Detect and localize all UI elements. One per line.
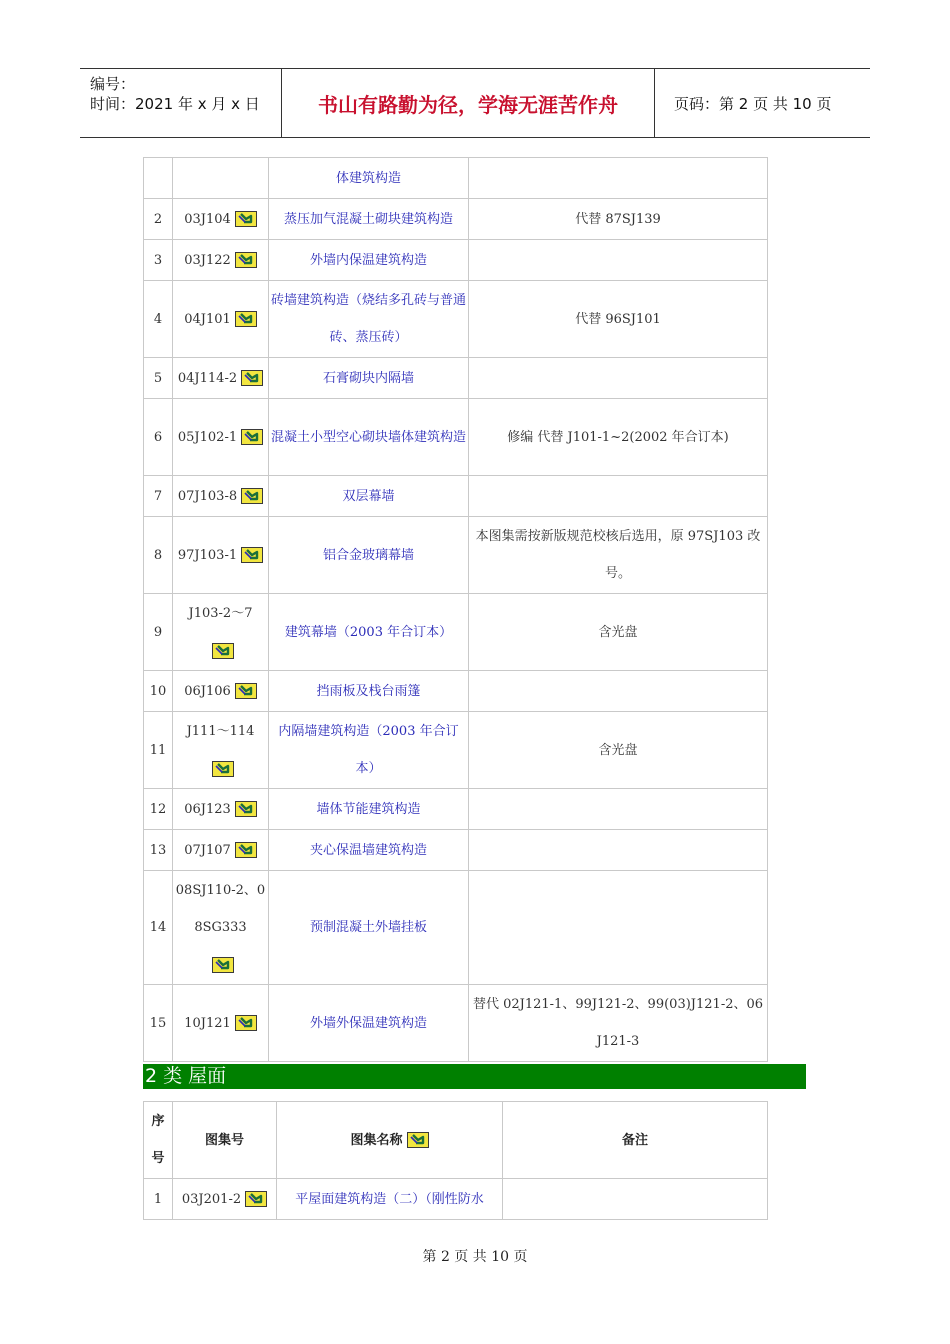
atlas-note (503, 1179, 768, 1220)
download-icon[interactable] (235, 683, 257, 699)
atlas-code-text: 05J102-1 (177, 429, 238, 445)
atlas-note: 含光盘 (469, 594, 768, 671)
atlas-name-link[interactable]: 石膏砌块内隔墙 (269, 358, 469, 399)
atlas-code (173, 158, 269, 199)
row-index: 11 (144, 712, 173, 789)
atlas-note (469, 830, 768, 871)
row-index: 1 (144, 1179, 173, 1220)
atlas-name-link[interactable]: 内隔墙建筑构造（2003 年合订本） (269, 712, 469, 789)
atlas-name-link[interactable]: 混凝土小型空心砌块墙体建筑构造 (269, 399, 469, 476)
table-row (144, 1179, 768, 1220)
atlas-note: 本图集需按新版规范校核后选用，原 97SJ103 改号。 (469, 517, 768, 594)
atlas-name-link[interactable]: 砖墙建筑构造（烧结多孔砖与普通砖、蒸压砖） (269, 281, 469, 358)
col-header-note: 备注 (503, 1102, 768, 1179)
atlas-code (173, 985, 269, 1062)
atlas-code-text: 07J103-8 (177, 488, 238, 504)
atlas-note (469, 671, 768, 712)
number-label: 编号： (90, 75, 136, 93)
row-index: 8 (144, 517, 173, 594)
atlas-code (173, 1179, 277, 1220)
row-index: 5 (144, 358, 173, 399)
row-index: 7 (144, 476, 173, 517)
atlas-code (173, 358, 269, 399)
atlas-note: 代替 87SJ139 (469, 199, 768, 240)
table-row (144, 281, 768, 358)
download-icon[interactable] (241, 488, 263, 504)
atlas-code-text: 03J104 (184, 211, 231, 227)
download-icon[interactable] (241, 547, 263, 563)
table-row (144, 358, 768, 399)
atlas-name-link[interactable]: 建筑幕墙（2003 年合订本） (269, 594, 469, 671)
section-title: 2 类 屋面 (143, 1064, 806, 1089)
atlas-note: 代替 96SJ101 (469, 281, 768, 358)
atlas-code-text: 97J103-1 (177, 547, 238, 563)
atlas-code-text: 03J122 (184, 252, 231, 268)
atlas-table-walls (143, 157, 768, 1062)
atlas-name-link[interactable]: 体建筑构造 (269, 158, 469, 199)
atlas-table-roof (143, 1101, 768, 1220)
atlas-code-text: J103-2～7 (188, 606, 253, 621)
atlas-code-text: 03J201-2 (181, 1191, 242, 1207)
atlas-note (469, 358, 768, 399)
motto: 书山有路勤为径，学海无涯苦作舟 (281, 69, 655, 137)
download-icon[interactable] (235, 311, 257, 327)
table-row (144, 476, 768, 517)
download-icon[interactable] (235, 1015, 257, 1031)
table-row (144, 240, 768, 281)
atlas-code (173, 789, 269, 830)
atlas-code (173, 281, 269, 358)
table-row (144, 985, 768, 1062)
atlas-code (173, 671, 269, 712)
atlas-note (469, 789, 768, 830)
row-index: 12 (144, 789, 173, 830)
header-meta (80, 69, 280, 137)
table-row (144, 517, 768, 594)
row-index: 10 (144, 671, 173, 712)
download-icon[interactable] (212, 643, 234, 659)
atlas-code-text: J111～114 (186, 724, 255, 739)
download-icon[interactable] (241, 429, 263, 445)
atlas-code (173, 476, 269, 517)
atlas-name-link[interactable]: 蒸压加气混凝土砌块建筑构造 (269, 199, 469, 240)
atlas-name-link[interactable]: 铝合金玻璃幕墙 (269, 517, 469, 594)
atlas-note: 替代 02J121-1、99J121-2、99(03)J121-2、06J121-3 (469, 985, 768, 1062)
date-label: 时间：2021 年 x 月 x 日 (90, 95, 260, 113)
table-row (144, 871, 768, 985)
page-label-text: 页码：第 2 页 共 10 页 (674, 94, 832, 113)
atlas-name-link[interactable]: 墙体节能建筑构造 (269, 789, 469, 830)
download-icon[interactable] (245, 1191, 267, 1207)
download-icon[interactable] (235, 842, 257, 858)
atlas-name-link[interactable]: 挡雨板及栈台雨篷 (269, 671, 469, 712)
table-row (144, 594, 768, 671)
atlas-note (469, 240, 768, 281)
row-index: 3 (144, 240, 173, 281)
atlas-name-link[interactable]: 外墙外保温建筑构造 (269, 985, 469, 1062)
download-icon[interactable] (235, 211, 257, 227)
page-footer (0, 1246, 950, 1266)
row-index: 6 (144, 399, 173, 476)
download-icon[interactable] (212, 761, 234, 777)
atlas-code-text: 04J101 (184, 311, 231, 327)
atlas-name-link[interactable]: 平屋面建筑构造（二）（刚性防水 (277, 1179, 503, 1220)
col-header-index: 序号 (144, 1102, 173, 1179)
atlas-code-text: 08SJ110-2、08SG333 (175, 883, 266, 935)
download-icon[interactable] (241, 370, 263, 386)
col-header-name-text: 图集名称 (350, 1132, 403, 1148)
download-icon[interactable] (212, 957, 234, 973)
atlas-code (173, 199, 269, 240)
table-row (144, 712, 768, 789)
atlas-code (173, 594, 269, 671)
atlas-name-link[interactable]: 夹心保温墙建筑构造 (269, 830, 469, 871)
row-index: 14 (144, 871, 173, 985)
atlas-note (469, 158, 768, 199)
atlas-code-text: 06J123 (184, 801, 231, 817)
download-icon[interactable] (235, 252, 257, 268)
download-icon[interactable] (407, 1132, 429, 1148)
footer-page: 第 2 页 共 10 页 (422, 1249, 528, 1265)
table-row (144, 199, 768, 240)
table-row (144, 830, 768, 871)
col-header-name (277, 1102, 503, 1179)
download-icon[interactable] (235, 801, 257, 817)
table-row (144, 399, 768, 476)
atlas-code-text: 04J114-2 (177, 370, 238, 386)
atlas-name-link[interactable]: 预制混凝土外墙挂板 (269, 871, 469, 985)
atlas-code (173, 240, 269, 281)
row-index (144, 158, 173, 199)
row-index: 4 (144, 281, 173, 358)
atlas-code (173, 712, 269, 789)
row-index: 2 (144, 199, 173, 240)
table-row (144, 671, 768, 712)
page-label (664, 69, 870, 137)
atlas-code-text: 07J107 (184, 842, 231, 858)
atlas-code-text: 10J121 (184, 1015, 231, 1031)
atlas-code (173, 517, 269, 594)
atlas-note: 修编 代替 J101-1~2(2002 年合订本) (469, 399, 768, 476)
atlas-name-link[interactable]: 外墙内保温建筑构造 (269, 240, 469, 281)
atlas-code (173, 871, 269, 985)
row-index: 13 (144, 830, 173, 871)
atlas-code-text: 06J106 (184, 683, 231, 699)
atlas-note (469, 476, 768, 517)
row-index: 9 (144, 594, 173, 671)
atlas-code (173, 830, 269, 871)
row-index: 15 (144, 985, 173, 1062)
atlas-name-link[interactable]: 双层幕墙 (269, 476, 469, 517)
table-row (144, 789, 768, 830)
atlas-code (173, 399, 269, 476)
col-header-code: 图集号 (173, 1102, 277, 1179)
atlas-note (469, 871, 768, 985)
atlas-note: 含光盘 (469, 712, 768, 789)
table-row (144, 158, 768, 199)
page-header (80, 68, 870, 138)
